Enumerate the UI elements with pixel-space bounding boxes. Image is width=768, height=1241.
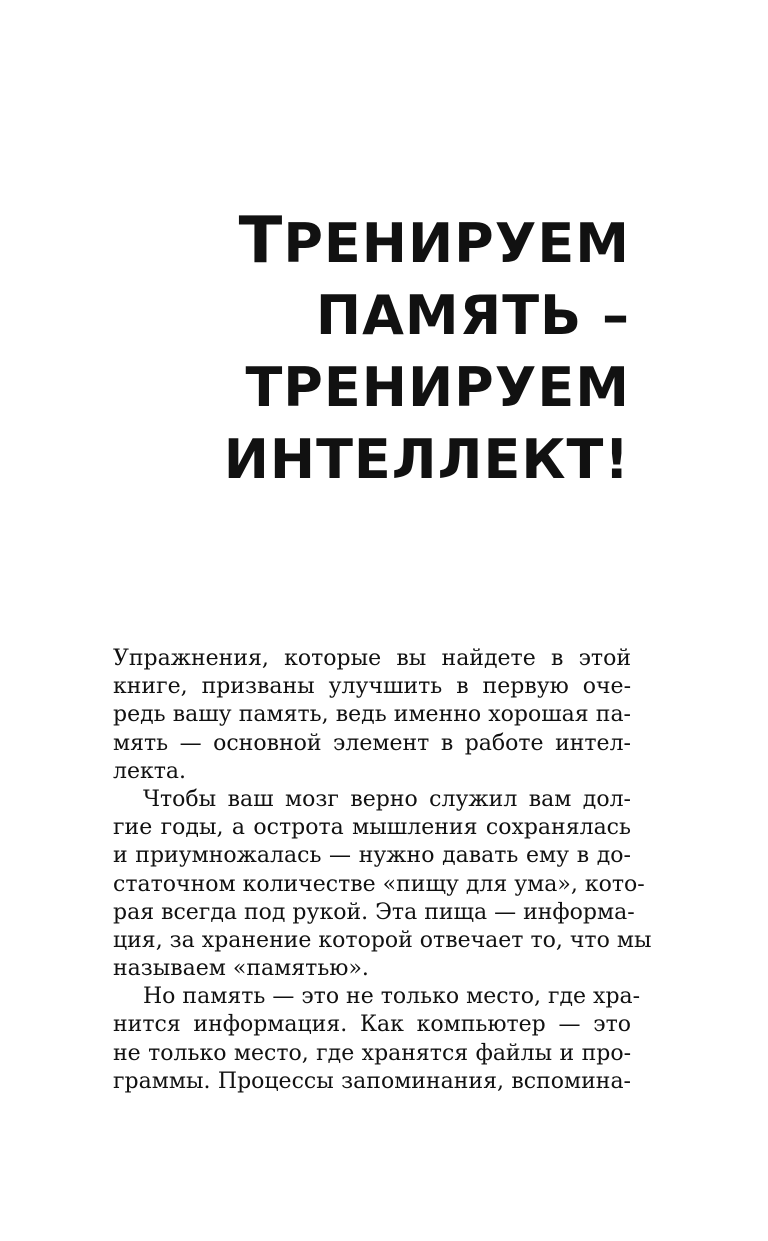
text-line: называем «памятью». — [113, 956, 369, 982]
text-line: гие годы, а острота мышления сохранялась — [113, 815, 631, 841]
chapter-title-line-4: ИНТЕЛЛЕКТ! — [223, 428, 630, 491]
text-line: лекта. — [113, 758, 187, 784]
text-line: мять — основной элемент в работе интел- — [113, 730, 631, 756]
text-line: рая всегда под рукой. Эта пища — информа- — [113, 899, 635, 925]
text-line: Чтобы ваш мозг верно служил вам дол- — [143, 786, 631, 812]
text-line: книге, призваны улучшить в первую оче- — [113, 674, 631, 700]
text-line: Но память — это не только место, где хра- — [143, 984, 641, 1010]
text-line: редь вашу память, ведь именно хорошая па- — [113, 702, 631, 728]
chapter-title — [210, 205, 630, 496]
chapter-title-line-2: ПАМЯТЬ – — [315, 284, 630, 347]
text-line: ция, за хранение которой отвечает то, что мы — [113, 927, 652, 953]
body-text — [113, 645, 652, 1096]
chapter-title-line-1-rest: РЕНИРУЕМ — [283, 212, 630, 275]
text-line: Упражнения, которые вы найдете в этой — [113, 646, 631, 671]
text-line: граммы. Процессы запоминания, вспомина- — [113, 1068, 631, 1094]
chapter-title-initial: Т — [238, 204, 284, 278]
text-line: не только место, где хранятся файлы и про- — [113, 1040, 631, 1066]
text-line: и приумножалась — нужно давать ему в до- — [113, 843, 631, 869]
text-line: нится информация. Как компьютер — это — [113, 1012, 631, 1038]
chapter-title-line-1 — [210, 205, 630, 280]
text-line: статочном количестве «пищу для ума», кото- — [113, 871, 645, 897]
chapter-title-line-3: ТРЕНИРУЕМ — [245, 356, 630, 419]
